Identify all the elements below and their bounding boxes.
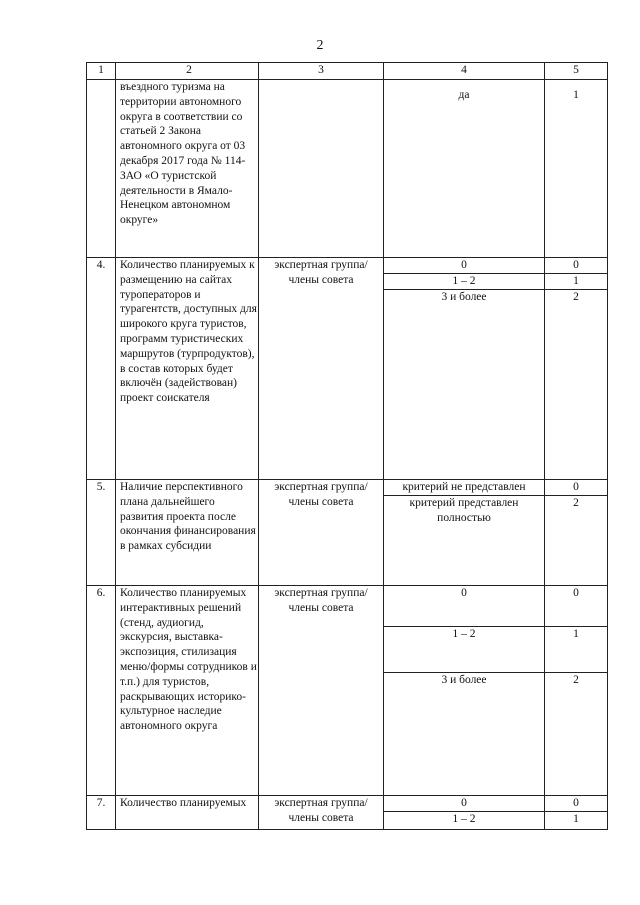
score-value: 1 xyxy=(545,274,607,290)
score-value: 1 xyxy=(545,80,608,258)
option-text: 1 – 2 xyxy=(384,274,544,290)
row-number: 7. xyxy=(87,796,116,830)
table-row xyxy=(87,480,608,586)
criterion-text: въездного туризма на территории автономного округа в соответствии со статьей 2 Закона автономного округа от 03 декабря 2017 года № 114-ЗАО «О туристской деятельности в Ямало-Ненецком автономном округе» xyxy=(116,80,259,258)
option-list xyxy=(384,586,545,796)
header-col-3: 3 xyxy=(259,63,384,80)
evaluator-text xyxy=(259,80,384,258)
score-value: 2 xyxy=(573,497,579,509)
score-value: 0 xyxy=(545,480,607,496)
criteria-table xyxy=(86,62,608,830)
score-value: 1 xyxy=(573,813,579,825)
score-list xyxy=(545,480,608,586)
evaluator-text: экспертная группа/ члены совета xyxy=(259,796,384,830)
score-list xyxy=(545,258,608,480)
header-row xyxy=(87,63,608,80)
page-number: 2 xyxy=(316,38,324,53)
evaluator-text: экспертная группа/ члены совета xyxy=(259,480,384,586)
option-text: 0 xyxy=(384,258,544,274)
option-list xyxy=(384,480,545,586)
score-value: 0 xyxy=(545,586,607,627)
option-text: 0 xyxy=(384,586,544,627)
header-col-4: 4 xyxy=(384,63,545,80)
criterion-text: Количество планируемых интерактивных решений (стенд, аудиогид, экскурсия, выставка-экспозиция, стилизация меню/формы сотрудников и т.п.) для туристов, раскрывающих историко-культурное наследие автономного округа xyxy=(116,586,259,796)
score-list xyxy=(545,586,608,796)
option-text: 0 xyxy=(384,796,544,812)
score-value: 0 xyxy=(545,796,607,812)
row-number: 4. xyxy=(87,258,116,480)
criterion-text: Количество планируемых к размещению на сайтах туроператоров и турагентств, доступных для широкого круга туристов, программ туристических маршрутов (турпродуктов), в состав которых будет включён (задействован) проект соискателя xyxy=(116,258,259,480)
criterion-text: Количество планируемых xyxy=(116,796,259,830)
evaluator-text: экспертная группа/ члены совета xyxy=(259,258,384,480)
table-row xyxy=(87,258,608,480)
option-text: 3 и более xyxy=(441,291,487,303)
row-number: 6. xyxy=(87,586,116,796)
option-text: 1 – 2 xyxy=(452,813,476,825)
option-text: 1 – 2 xyxy=(384,627,544,673)
score-value: 1 xyxy=(545,627,607,673)
table-row xyxy=(87,796,608,830)
score-value: 2 xyxy=(573,674,579,686)
score-list xyxy=(545,796,608,830)
header-col-2: 2 xyxy=(116,63,259,80)
table-row xyxy=(87,80,608,258)
table-row xyxy=(87,586,608,796)
score-value: 0 xyxy=(545,258,607,274)
option-text: критерий представлен полностью xyxy=(409,497,519,524)
option-text: 3 и более xyxy=(441,674,487,686)
row-number: 5. xyxy=(87,480,116,586)
header-col-1: 1 xyxy=(87,63,116,80)
score-value: 2 xyxy=(573,291,579,303)
option-list xyxy=(384,258,545,480)
option-list xyxy=(384,796,545,830)
option-text: критерий не представлен xyxy=(384,480,544,496)
option-text: да xyxy=(384,80,545,258)
row-number xyxy=(87,80,116,258)
header-col-5: 5 xyxy=(545,63,608,80)
evaluator-text: экспертная группа/ члены совета xyxy=(259,586,384,796)
criterion-text: Наличие перспективного плана дальнейшего развития проекта после окончания финансирования в рамках субсидии xyxy=(116,480,259,586)
